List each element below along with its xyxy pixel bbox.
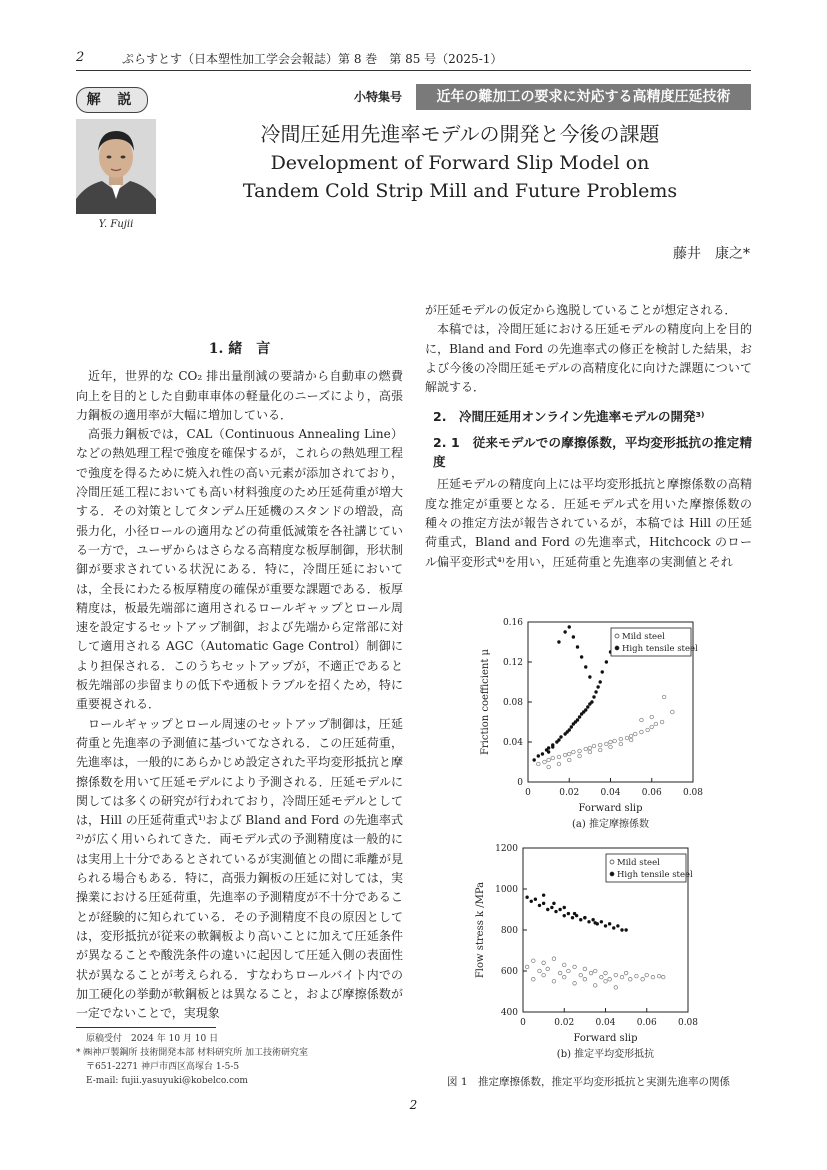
y-axis-label: Friction coefficient μ (480, 648, 491, 756)
data-point (629, 734, 633, 738)
data-point (651, 975, 655, 979)
left-column (76, 340, 403, 1023)
data-point (579, 918, 582, 921)
data-point (568, 728, 571, 731)
feature-title: 近年の難加工の要求に対応する高精度圧延技術 (416, 84, 751, 110)
paragraph: が圧延モデルの仮定から逸脱していることが想定される． (425, 303, 737, 317)
data-point (537, 762, 541, 766)
data-point (604, 979, 608, 983)
chart-caption: (b) 推定平均変形抵抗 (556, 1049, 655, 1060)
data-point (661, 975, 665, 979)
data-point (578, 754, 582, 758)
y-tick-label: 1000 (495, 885, 518, 895)
data-point (605, 660, 608, 663)
data-point (580, 655, 583, 658)
section-1-heading: 1. 緒 言 (208, 341, 271, 357)
page-number-header: 2 (76, 50, 85, 65)
data-point (598, 743, 602, 747)
y-tick-label: 0.04 (502, 738, 523, 748)
x-tick-label: 0.08 (677, 1018, 699, 1028)
data-point (547, 758, 551, 762)
legend-label: High tensile steel (617, 870, 693, 880)
data-point (557, 640, 560, 643)
affiliation: * ㈱神戸製鋼所 技術開発本部 材料研究所 加工技術研究室 (76, 1048, 308, 1058)
received-date: 原稿受付 2024 年 10 月 10 日 (86, 1034, 219, 1044)
data-point (616, 924, 619, 927)
title-english-line2: Tandem Cold Strip Mill and Future Problems (242, 180, 678, 202)
data-point (562, 975, 566, 979)
data-point (604, 971, 608, 975)
data-point (557, 738, 560, 741)
data-point (646, 728, 650, 732)
data-point (635, 974, 639, 978)
data-point (640, 718, 644, 722)
author-photo (76, 119, 156, 214)
x-tick-label: 0.04 (600, 788, 621, 798)
data-point (578, 715, 581, 718)
data-point (640, 730, 644, 734)
data-point (554, 910, 557, 913)
data-point (624, 971, 628, 975)
legend-marker (610, 872, 614, 876)
x-tick-label: 0.04 (595, 1018, 616, 1028)
title-japanese: 冷間圧延用先進率モデルの開発と今後の課題 (260, 122, 660, 146)
data-point (608, 977, 612, 981)
data-point (563, 630, 566, 633)
email: E-mail: fujii.yasuyuki@kobelco.com (86, 1076, 248, 1086)
data-point (614, 973, 618, 977)
right-column (425, 301, 752, 572)
address: 〒651-2271 神戸市西区高塚台 1-5-5 (86, 1062, 240, 1072)
x-tick-label: 0.06 (641, 788, 662, 798)
data-point (578, 749, 582, 753)
y-axis-label: Flow stress k /MPa (475, 881, 486, 979)
data-point (534, 898, 537, 901)
data-point (537, 754, 540, 757)
data-point (604, 924, 607, 927)
data-point (558, 971, 562, 975)
data-point (590, 700, 593, 703)
data-point (532, 959, 536, 963)
data-point (570, 725, 573, 728)
data-point (654, 722, 658, 726)
data-point (552, 979, 556, 983)
paragraph: 本稿では，冷間圧延における圧延モデルの精度向上を目的に，Bland and Ford の先進率式の修正を検討した結果，および今後の冷間圧延モデルの高精度化に向けた課題について解説する． (425, 322, 752, 395)
data-point (573, 965, 577, 969)
data-point (588, 675, 591, 678)
author-name-jp: 藤井 康之* (673, 246, 750, 262)
feature-label: 小特集号 (353, 90, 402, 104)
journal-title: ぷらすとす（日本塑性加工学会会報誌）第 8 巻 第 85 号（2025-1） (122, 52, 503, 66)
data-point (547, 746, 550, 749)
x-tick-label: 0.02 (559, 788, 580, 798)
data-point (650, 725, 654, 729)
data-point (619, 737, 623, 741)
data-point (568, 625, 571, 628)
data-point (538, 969, 542, 973)
data-point (567, 752, 571, 756)
data-point (587, 920, 590, 923)
data-point (605, 742, 609, 746)
data-point (559, 735, 562, 738)
data-point (567, 969, 571, 973)
data-point (532, 758, 535, 761)
data-point (525, 896, 528, 899)
data-point (593, 921, 596, 924)
article-type-badge: 解 説 (76, 87, 148, 113)
data-point (557, 755, 561, 759)
data-point (573, 912, 576, 915)
data-point (552, 957, 556, 961)
data-point (645, 973, 649, 977)
data-point (546, 967, 550, 971)
data-point (650, 715, 654, 719)
legend-marker (615, 646, 619, 650)
data-point (629, 738, 633, 742)
title-english-line1: Development of Forward Slip Model on (270, 152, 650, 174)
data-point (541, 752, 544, 755)
data-point (532, 977, 536, 981)
data-point (542, 961, 546, 965)
data-point (620, 928, 623, 931)
data-point (612, 926, 615, 929)
data-point (547, 750, 550, 753)
x-tick-label: 0.02 (554, 1018, 575, 1028)
data-point (588, 746, 592, 750)
legend-label: Mild steel (617, 858, 660, 868)
data-point (660, 720, 664, 724)
data-point (547, 765, 551, 769)
data-point (576, 645, 579, 648)
y-tick-label: 0.16 (502, 618, 523, 628)
data-point (601, 670, 604, 673)
data-point (589, 971, 593, 975)
footnote-rule (76, 1027, 216, 1028)
data-point (633, 732, 637, 736)
x-tick-label: 0 (520, 1018, 526, 1028)
section-2-1-heading: 2. 1 従来モデルでの摩擦係数，平均変形抵抗の推定精度 (433, 434, 752, 470)
section-2-heading: 2. 冷間圧延用オンライン先進率モデルの開発³⁾ (433, 409, 705, 425)
data-point (592, 695, 595, 698)
figure-1-charts (460, 612, 750, 1072)
data-point (584, 665, 587, 668)
data-point (542, 973, 546, 977)
data-point (628, 977, 632, 981)
data-point (525, 965, 529, 969)
x-tick-label: 0.08 (682, 788, 704, 798)
legend-label: High tensile steel (622, 644, 698, 654)
data-point (591, 918, 594, 921)
y-tick-label: 400 (500, 1008, 518, 1018)
data-point (563, 753, 567, 757)
x-axis-label: Forward slip (578, 803, 643, 814)
data-point (567, 912, 570, 915)
y-tick-label: 0 (517, 778, 523, 788)
data-point (641, 977, 645, 981)
data-point (596, 685, 599, 688)
data-point (600, 920, 603, 923)
data-point (671, 710, 675, 714)
x-tick-label: 0 (525, 788, 531, 798)
data-point (583, 977, 587, 981)
x-axis-label: Forward slip (573, 1033, 638, 1044)
data-point (609, 740, 613, 744)
y-tick-label: 800 (500, 926, 518, 936)
y-tick-label: 1200 (495, 844, 518, 854)
paragraph: 近年，世界的な CO₂ 排出量削減の要請から自動車の燃費向上を目的とした自動車車体の軽量化のニーズにより，高張力鋼板の適用率が大幅に増加している． (76, 369, 403, 422)
data-point (598, 748, 602, 752)
data-point (592, 744, 596, 748)
paragraph: 圧延モデルの精度向上には平均変形抵抗と摩擦係数の高精度な推定が重要となる．圧延モデル式を用いた摩擦係数の種々の推定方法が報告されているが，本稿では Hill の圧延荷重式，Bland and Ford の先進率式，Hitchcock のロール偏平変形式⁴⁾を用い，圧延荷重と先進率の実測値とそれ (425, 477, 752, 569)
data-point (572, 750, 576, 754)
data-point (614, 986, 618, 990)
y-tick-label: 0.12 (502, 658, 523, 668)
data-point (662, 695, 666, 699)
y-tick-label: 600 (500, 967, 518, 977)
paragraph: 高張力鋼板では，CAL（Continuous Annealing Line）などの熱処理工程で強度を確保するが，これらの熱処理工程で強度を得るために焼入れ性の高い元素が添加されており，冷間圧延工程においても高い材料強度のため圧延荷重が増大する．その対策としてタンデム圧延機のスタンドの増設，高張力化，小径ロールの適用などの荷重低減策を各社講じている一方で，ユーザからはさらなる高精度な板厚制御，形状制御が要求されている状況にある．特に，冷間圧延においては，全長にわたる板厚精度の確保が重要な課題である．板厚精度は，板最先端部に適用されるロールギャップとロール周速を設定するセットアップ制御，および先端から定常部に対して適用される AGC（Automatic Gage Control）制御により担保される．このうちセットアップが，不適正であると板先端部の歩留まりの低下や通板トラブルを招くため，特に重要視される． (76, 427, 403, 712)
page-number-footer: 2 (409, 1098, 418, 1112)
data-point (608, 922, 611, 925)
data-point (594, 690, 597, 693)
data-point (657, 974, 661, 978)
data-point (598, 680, 601, 683)
data-point (571, 916, 574, 919)
data-point (538, 904, 541, 907)
data-point (542, 902, 545, 905)
data-point (542, 893, 545, 896)
footnotes (76, 1032, 406, 1088)
data-point (593, 969, 597, 973)
data-point (576, 718, 579, 721)
data-point (551, 745, 554, 748)
data-point (563, 914, 566, 917)
data-point (543, 760, 547, 764)
data-point (609, 745, 613, 749)
chart-caption: (a) 推定摩擦係数 (572, 819, 649, 830)
data-point (562, 963, 566, 967)
data-point (620, 975, 624, 979)
data-point (551, 756, 555, 760)
data-point (584, 747, 588, 751)
data-point (583, 967, 587, 971)
data-point (625, 736, 629, 740)
data-point (552, 902, 555, 905)
data-point (567, 758, 571, 762)
data-point (530, 900, 533, 903)
figure-caption: 図 1 推定摩擦係数，推定平均変形抵抗と実測先進率の関係 (446, 1076, 731, 1088)
data-point (593, 984, 597, 988)
data-point (588, 750, 592, 754)
data-point (584, 708, 587, 711)
data-point (546, 908, 549, 911)
header-rule (76, 70, 751, 71)
data-point (572, 635, 575, 638)
y-tick-label: 0.08 (502, 698, 523, 708)
data-point (557, 762, 561, 766)
data-point (579, 973, 583, 977)
data-point (600, 975, 604, 979)
data-point (558, 908, 561, 911)
paragraph: ロールギャップとロール周速のセットアップ制御は，圧延荷重と先進率の予測値に基づいてなされる．この圧延荷重，先進率は，一般的にあらかじめ設定された平均変形抵抗と摩擦係数を用いて圧延モデルにより予測される．圧延モデルに関しては多くの研究が行われており，冷間圧延モデルとしては，Hill の圧延荷重式¹⁾および Bland and Ford の先進率式²⁾が広く用いられてきた．両モデル式の予測精度は一般的には実用上十分であるとされているが実測値との間に乖離が見られる場合もある．特に，高張力鋼板の圧延に対しては，実操業における圧延荷重，先進率の予測精度が不十分であることが経験的に知られている．その予測精度不良の原因としては，変形抵抗が従来の軟鋼板より高いことに加えて圧延条件が異なることや酸洗条件の違いに起因して圧延入側の表面性状が異なることが考えられる．すなわちロールバイト内での加工硬化の挙動が軟鋼板とは異なること，および摩擦係数が一定でないことで，実現象 (76, 716, 403, 1021)
data-point (586, 705, 589, 708)
data-point (550, 906, 553, 909)
legend-label: Mild steel (622, 632, 665, 642)
data-point (583, 916, 586, 919)
data-point (563, 906, 566, 909)
data-point (624, 928, 627, 931)
x-tick-label: 0.06 (636, 1018, 657, 1028)
author-roman-name: Y. Fujii (98, 219, 134, 230)
data-point (573, 982, 577, 986)
data-point (613, 739, 617, 743)
data-point (619, 742, 623, 746)
